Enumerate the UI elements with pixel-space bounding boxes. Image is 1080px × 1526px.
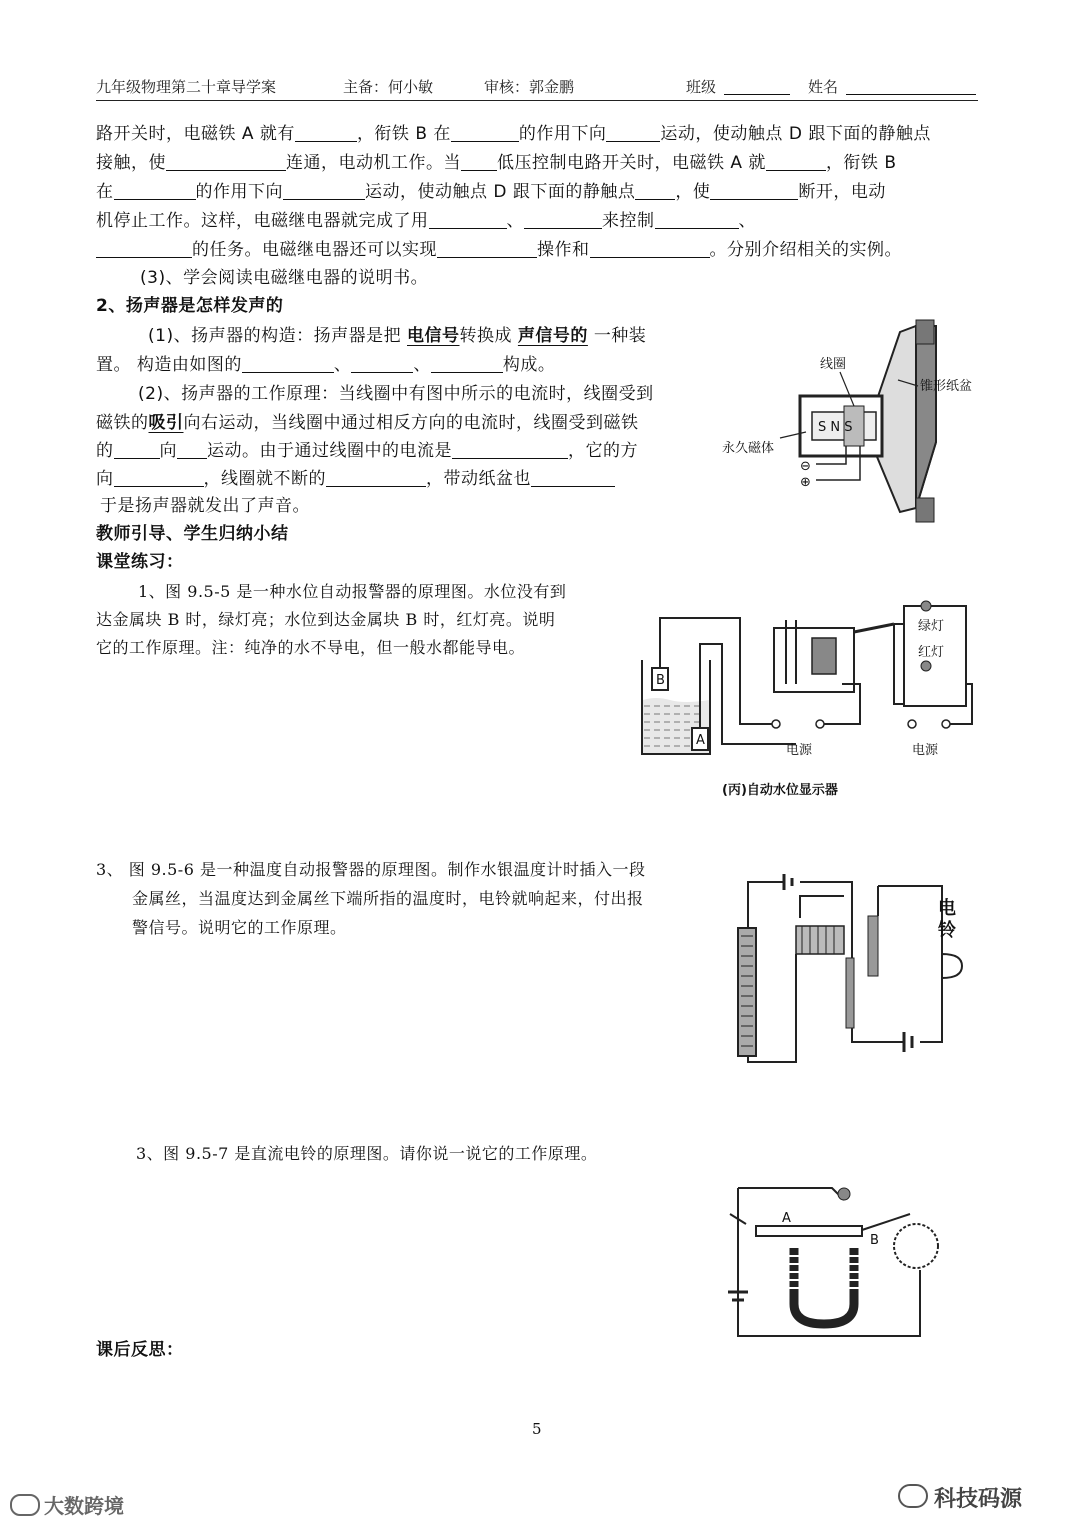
green-lamp-label: 绿灯: [918, 619, 945, 634]
speaker-p2-line1: (2)、扬声器的工作原理：当线圈中有图中所示的电流时，线圈受到: [138, 384, 654, 404]
bell-icon: [942, 954, 962, 978]
armature: [868, 916, 878, 976]
battery-bottom: [904, 1032, 912, 1052]
ns-label: S N S: [818, 420, 853, 435]
metal-b-label: B: [656, 673, 665, 688]
blank: [531, 469, 615, 487]
blank: [429, 211, 507, 229]
power-label-2: 电源: [912, 743, 939, 758]
metal-strip: [846, 958, 854, 1028]
bell-label-2: 铃: [938, 920, 956, 941]
blank: [326, 469, 426, 487]
blank: [606, 124, 660, 142]
summary-heading: 教师引导、学生归纳小结: [96, 524, 289, 544]
speaker-p2-line4: [96, 469, 615, 489]
metal-a-label: A: [696, 733, 705, 748]
text: 、: [413, 355, 431, 375]
class-blank: [724, 79, 790, 95]
terminal: [942, 720, 950, 728]
bell-circuit: [748, 886, 942, 1062]
text: 、: [333, 355, 352, 375]
label-b: B: [870, 1233, 879, 1248]
magnet-label: 永久磁体: [722, 441, 775, 456]
relay-line-5: [96, 240, 902, 260]
watermark-left-text: 大数跨境: [44, 1494, 124, 1518]
relay-line-4: [96, 211, 756, 231]
text: ，它的方: [568, 441, 638, 461]
blank: [166, 153, 286, 171]
text: 连通，电动机工作。当: [286, 153, 461, 173]
blank: [431, 355, 503, 373]
text: 构成。: [502, 355, 556, 375]
water-level-alarm-diagram: [636, 584, 980, 804]
header-rule: [96, 100, 978, 101]
header-class: [686, 76, 790, 97]
blank: [114, 182, 196, 200]
text: 来控制: [602, 211, 655, 231]
bell-circuit: [738, 1188, 920, 1336]
text: 向: [96, 469, 114, 489]
blank: [655, 211, 739, 229]
blank: [96, 240, 192, 258]
power-label-1: 电源: [786, 743, 813, 758]
text: 操作和: [537, 240, 590, 260]
speaker-p2-line3: [96, 441, 638, 461]
watermark-logo-icon: [10, 1494, 40, 1516]
watermark-right-text: 科技码源: [934, 1487, 1023, 1512]
ex2-line1: 3、 图 9.5-6 是一种温度自动报警器的原理图。制作水银温度计时插入一段: [96, 860, 646, 879]
text: 向右运动，当线圈中通过相反方向的电流时，线圈受到磁铁: [183, 413, 639, 433]
blank: [295, 124, 357, 142]
terminal: [772, 720, 780, 728]
header-reviewer: 审核：郭金鹏: [484, 78, 575, 96]
ex1-line2: 达金属块 B 时，绿灯亮；水位到达金属块 B 时，红灯亮。说明: [96, 610, 556, 629]
speaker-cone-edge: [916, 326, 936, 508]
text: 一种装: [593, 326, 647, 346]
blank: [524, 211, 602, 229]
blank: [351, 355, 413, 373]
armature: [854, 624, 894, 632]
minus-terminal: ⊖: [800, 459, 811, 474]
speaker-p2-line5: 于是扬声器就发出了声音。: [100, 496, 310, 516]
relay-line-2: [96, 153, 897, 173]
thermometer: [738, 928, 756, 1056]
text: ，带动纸盆也: [426, 469, 531, 489]
text: ，衔铁 B 在: [356, 124, 451, 144]
electromagnet: [812, 638, 836, 674]
red-lamp-label: 红灯: [918, 645, 945, 660]
text: 机停止工作。这样，电磁继电器就完成了用: [96, 211, 429, 231]
blank: [242, 355, 334, 373]
coil-label: 线圈: [820, 357, 847, 372]
page-number: 5: [532, 1420, 542, 1438]
name-blank: [846, 79, 976, 95]
coil: [796, 926, 844, 954]
green-lamp: [921, 601, 931, 611]
text: (1)、扬声器的构造：扬声器是把: [148, 326, 402, 346]
terminal: [908, 720, 916, 728]
cone-label: 锥形纸盆: [920, 379, 973, 394]
blank: [451, 124, 519, 142]
dc-bell-diagram: [720, 1174, 960, 1342]
text: 路开关时，电磁铁 A 就有: [96, 124, 295, 144]
speaker-p1-line2: [96, 355, 555, 375]
relay-posts: [786, 620, 796, 684]
text: 运动。由于通过线圈中的电流是: [207, 441, 452, 461]
speaker-p2-line2: [96, 413, 639, 433]
blank: [590, 240, 710, 258]
text: 运动，使动触点 D 跟下面的静触点: [365, 182, 636, 202]
text: 的作用下向: [195, 182, 283, 202]
speaker-p1-line1: [148, 326, 646, 346]
relay-line-1: [96, 124, 931, 144]
text: 转换成: [459, 326, 512, 346]
text: 断开，电动: [798, 182, 886, 202]
term-attract: 吸引: [148, 413, 184, 433]
bell-dome: [894, 1224, 938, 1268]
plus-terminal: ⊕: [800, 475, 811, 490]
reflection-heading: 课后反思：: [96, 1340, 184, 1360]
header-author: 主备：何小敏: [343, 78, 434, 96]
speaker-heading: 2、扬声器是怎样发声的: [96, 296, 284, 316]
text: 的任务。电磁继电器还可以实现: [192, 240, 437, 260]
text: 在: [96, 182, 114, 202]
class-label: 班级: [686, 78, 717, 96]
text: ，衔铁 B: [825, 153, 897, 173]
text: 的作用下向: [518, 124, 607, 144]
contact-screw: [838, 1188, 850, 1200]
blank: [177, 441, 207, 459]
ex3-line1: 3、图 9.5-7 是直流电铃的原理图。请你说一说它的工作原理。: [136, 1144, 598, 1163]
term-electric-signal: 电信号: [407, 326, 460, 346]
blank: [635, 182, 675, 200]
wechat-icon: [898, 1484, 928, 1508]
header-course: 九年级物理第二十章导学案: [96, 78, 277, 96]
blank: [710, 182, 798, 200]
relay-line-3: [96, 182, 886, 202]
blank: [283, 182, 365, 200]
text: 、: [738, 211, 756, 231]
text: 置。 构造由如图的: [96, 355, 242, 375]
ex1-line3: 它的工作原理。注：纯净的水不导电，但一般水都能导电。: [96, 638, 526, 657]
ex1-line1: 1、图 9.5-5 是一种水位自动报警器的原理图。水位没有到: [138, 582, 567, 601]
watermark-left: [10, 1490, 124, 1519]
text: 磁铁的: [96, 413, 149, 433]
terminal: [816, 720, 824, 728]
name-label: 姓名: [808, 78, 839, 96]
term-sound-signal: 声信号的: [517, 326, 588, 346]
temperature-alarm-diagram: [724, 862, 974, 1080]
battery-top: [784, 874, 792, 890]
header-name: [808, 76, 976, 97]
text: 的: [96, 441, 114, 461]
blank: [452, 441, 568, 459]
text: 运动，使动触点 D 跟下面的静触点: [660, 124, 931, 144]
ex2-line2: 金属丝，当温度达到金属丝下端所指的温度时，电铃就响起来，付出报: [132, 889, 644, 908]
watermark-right: [898, 1482, 1022, 1513]
bell-label-1: 电: [938, 898, 956, 919]
speaker-diagram: [720, 312, 990, 532]
blank: [114, 441, 160, 459]
armature-a: [756, 1226, 862, 1236]
speaker-bottom-mount: [916, 498, 934, 522]
hammer-rod: [862, 1214, 910, 1230]
blank: [461, 153, 497, 171]
text: 。分别介绍相关的实例。: [709, 240, 902, 260]
text: 低压控制电路开关时，电磁铁 A 就: [497, 153, 766, 173]
text: 接触，使: [96, 153, 166, 173]
blank: [766, 153, 826, 171]
red-lamp: [921, 661, 931, 671]
lamp-power-wire: [950, 684, 972, 724]
ex2-line3: 警信号。说明它的工作原理。: [132, 918, 347, 937]
text: 、: [506, 211, 524, 231]
speaker-top-mount: [916, 320, 934, 344]
text: ，使: [675, 182, 711, 202]
label-a: A: [782, 1211, 791, 1226]
relay-line-6: (3)、学会阅读电磁继电器的说明书。: [140, 268, 429, 288]
lamp-wire: [894, 624, 904, 704]
practice-heading: 课堂练习：: [96, 552, 184, 572]
blank: [114, 469, 204, 487]
fig-caption: (丙)自动水位显示器: [722, 783, 838, 798]
text: ，线圈就不断的: [203, 469, 326, 489]
u-magnet: [794, 1248, 854, 1324]
text: 向: [159, 441, 177, 461]
blank: [437, 240, 537, 258]
